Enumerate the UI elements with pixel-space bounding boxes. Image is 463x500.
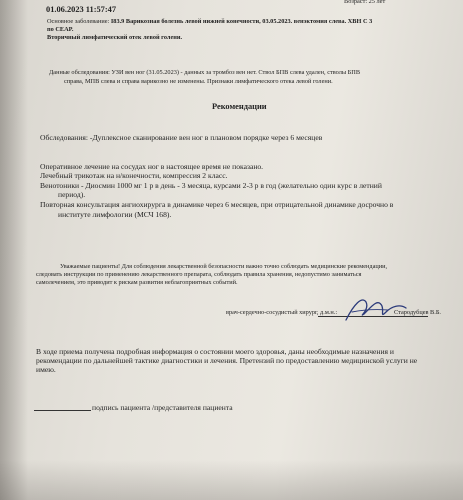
diagnosis-line1: I83.9 Варикозная болезнь левой нижней конечности, 03.05.2023. венэктомия слева. (110, 18, 347, 25)
diagnosis-line2: по CEAP. (47, 26, 74, 33)
notice-line: следовать инструкции по применению лекарственного препарата, соблюдать правила хранения, недопустимо заниматься (36, 271, 362, 278)
diagnosis-label: Основное заболевание: (47, 18, 110, 25)
recommendation-item: Оперативное лечение на сосудах ног в настоящее время не показано. (40, 162, 264, 171)
exam-line1: Данные обследования: УЗИ вен ног (31.05.2023) - данных за тромбоз вен нет. Ствол БПВ слева удален, стволы БПВ (49, 69, 361, 76)
consent-line: рекомендации по дальнейшей тактике диагностики и лечения. Претензий по предоставлению медицинской услуги не (36, 356, 418, 365)
consent-line: В ходе приема получена подробная информация о состоянии моего здоровья, даны необходимые назначения и (36, 347, 394, 356)
diagnosis-line3: Вторичный лимфатический отек левой голени. (47, 34, 183, 41)
doctor-signature-icon (340, 292, 410, 326)
page-shadow-left (0, 0, 28, 500)
recommendation-item: Венотоники - Диосмин 1000 мг 1 р в день - 3 месяца, курсами 2-3 р в год (желательно один курс в летний (40, 181, 382, 190)
consent-line: имею. (36, 365, 56, 374)
recommendations-title: Рекомендации (212, 102, 267, 111)
recommendation-observation: Обследования: -Дуплексное сканирование вен ног в плановом порядке через 6 месяцев (40, 133, 323, 142)
notice-line: Уважаемые пациенты! Для соблюдения лекарственной безопасности важно точно соблюдать медицинские рекомендации, (60, 263, 388, 270)
patient-age: Возраст: 25 лет (344, 0, 386, 5)
recommendation-item: период). (58, 190, 86, 199)
patient-signature-line (34, 410, 91, 411)
diagnosis-block (47, 18, 372, 25)
recommendation-item: Лечебный трикотаж на н/конечности, компрессия 2 класс. (40, 171, 228, 180)
exam-line2: справа, МПВ слева и справа варикозно не изменены. Признаки лимфатического отека левой голени. (64, 78, 333, 85)
recommendation-item: институте лимфологии (МСЧ 168). (58, 210, 172, 219)
recommendation-item: Повторная консультация ангиохирурга в динамике через 6 месяцев, при отрицательной динамике досрочно в (40, 200, 394, 209)
visit-datetime: 01.06.2023 11:57:47 (46, 5, 117, 14)
patient-signature-label: подпись пациента /представителя пациента (92, 403, 233, 412)
diagnosis-line1-tail: ХВН С 3 (347, 18, 373, 25)
page-shadow-bottom (0, 460, 463, 500)
notice-line: самолечением, это приводит к рискам развития неблагоприятных событий. (36, 279, 238, 286)
doctor-name: Стародубцев В.Б. (394, 309, 442, 316)
doctor-label: врач-сердечно-сосудистый хирург, д.м.н.: (226, 309, 338, 316)
